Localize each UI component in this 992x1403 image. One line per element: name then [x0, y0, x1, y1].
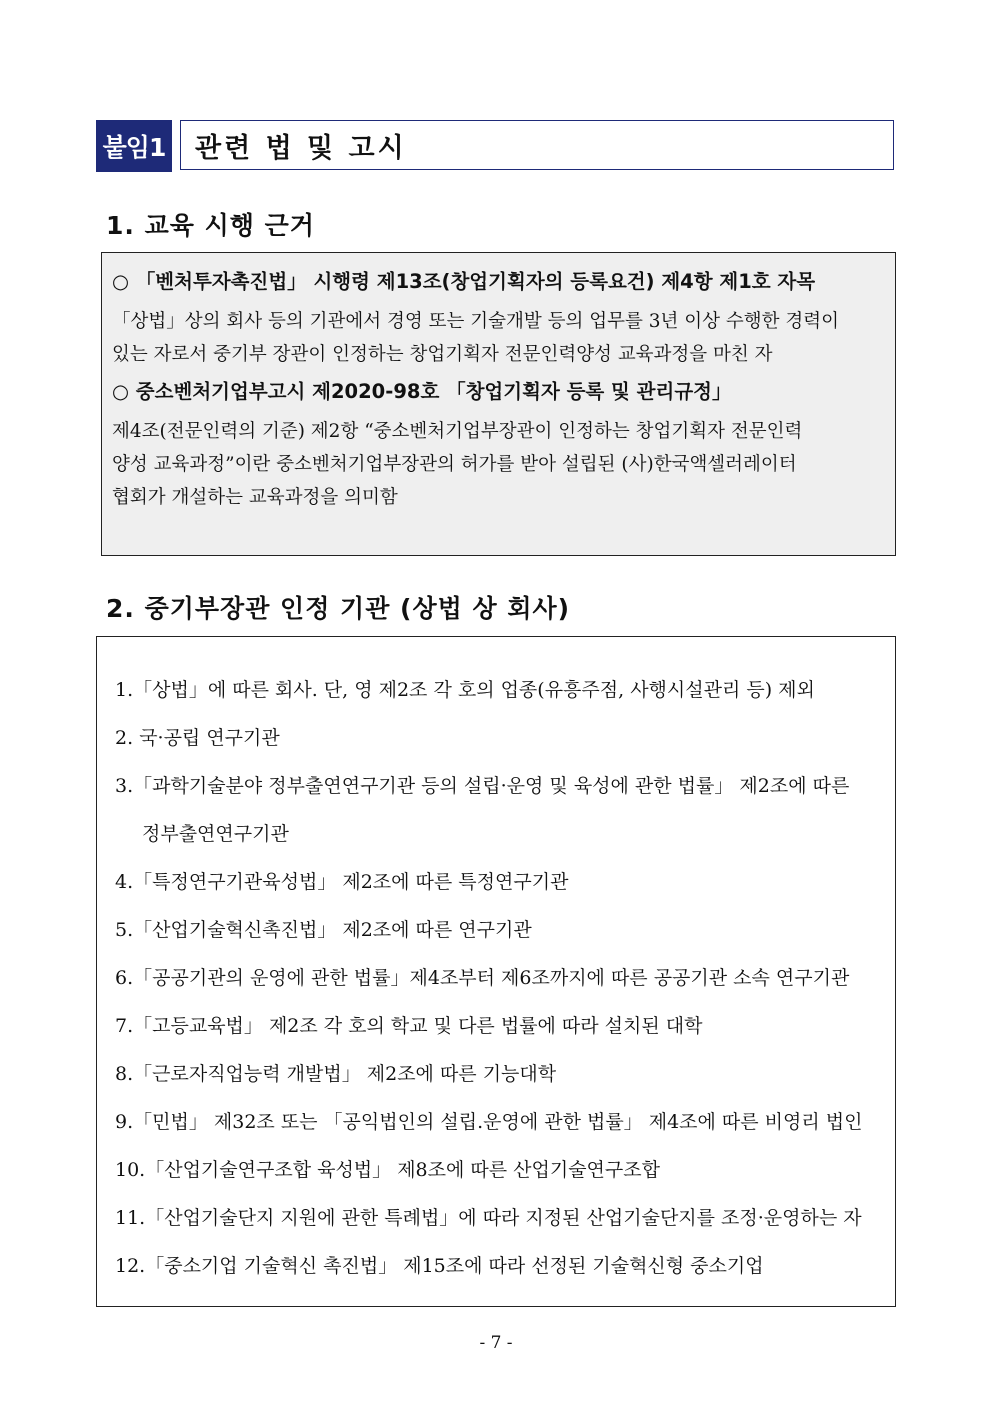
item-number: 7. — [115, 1015, 134, 1037]
list-item — [115, 954, 895, 1002]
recognized-institutions-box — [96, 636, 896, 1307]
item-text: 「중소기업 기술혁신 촉진법」 제15조에 따라 선정된 기술혁신형 중소기업 — [145, 1255, 764, 1277]
list-item — [115, 1098, 895, 1146]
basis-heading-2: ○ 중소벤처기업부고시 제2020-98호 「창업기획자 등록 및 관리규정」 — [112, 380, 732, 403]
item-number: 12. — [115, 1255, 146, 1277]
item-text: 「공공기관의 운영에 관한 법률」제4조부터 제6조까지에 따른 공공기관 소속 연구기관 — [133, 967, 850, 989]
item-text: 「상법」에 따른 회사. 단, 영 제2조 각 호의 업종(유흥주점, 사행시설관리 등) 제외 — [133, 679, 815, 701]
basis-line: 「상법」상의 회사 등의 기관에서 경영 또는 기술개발 등의 업무를 3년 이상 수행한 경력이 — [112, 311, 839, 332]
list-item — [115, 858, 895, 906]
list-item — [115, 1050, 895, 1098]
page-title: 관련 법 및 고시 — [180, 120, 894, 170]
basis-line: 있는 자로서 중기부 장관이 인정하는 창업기획자 전문인력양성 교육과정을 마친 자 — [112, 344, 773, 365]
item-text: 「근로자직업능력 개발법」 제2조에 따른 기능대학 — [133, 1063, 557, 1085]
item-text: 「산업기술혁신촉진법」 제2조에 따른 연구기관 — [133, 919, 532, 941]
item-text: 국·공립 연구기관 — [139, 727, 280, 749]
institution-list — [115, 666, 895, 1290]
item-number: 10. — [115, 1159, 146, 1181]
list-item — [115, 762, 895, 810]
item-number: 11. — [115, 1207, 146, 1229]
list-item — [115, 1194, 895, 1242]
item-number: 9. — [115, 1111, 134, 1133]
list-item — [115, 1146, 895, 1194]
item-text: 「산업기술단지 지원에 관한 특례법」에 따라 지정된 산업기술단지를 조정·운영하는 자 — [145, 1207, 862, 1229]
basis-line: 양성 교육과정”이란 중소벤처기업부장관의 허가를 받아 설립된 (사)한국액셀러레이터 — [112, 454, 797, 475]
page-number: - 7 - — [479, 1333, 513, 1353]
section2-title: 2. 중기부장관 인정 기관 (상법 상 회사) — [106, 594, 571, 623]
list-item — [115, 906, 895, 954]
item-number: 3. — [115, 775, 134, 797]
item-text: 「산업기술연구조합 육성법」 제8조에 따른 산업기술연구조합 — [145, 1159, 660, 1181]
legal-basis-box — [101, 252, 896, 556]
attachment-badge: 붙임1 — [96, 120, 172, 172]
item-text: 「특정연구기관육성법」 제2조에 따른 특정연구기관 — [133, 871, 569, 893]
item-text: 「고등교육법」 제2조 각 호의 학교 및 다른 법률에 따라 설치된 대학 — [133, 1015, 703, 1037]
list-item — [115, 1002, 895, 1050]
page-header — [96, 120, 896, 172]
item-number: 5. — [115, 919, 134, 941]
item-number: 6. — [115, 967, 134, 989]
basis-text-2 — [112, 415, 885, 514]
list-item — [115, 714, 895, 762]
item-text: 「민법」 제32조 또는 「공익법인의 설립.운영에 관한 법률」 제4조에 따른 비영리 법인 — [133, 1111, 863, 1133]
item-number: 8. — [115, 1063, 134, 1085]
basis-line: 제4조(전문인력의 기준) 제2항 “중소벤처기업부장관이 인정하는 창업기획자 전문인력 — [112, 421, 803, 442]
item-number: 4. — [115, 871, 134, 893]
list-item — [115, 1242, 895, 1290]
basis-line: 협회가 개설하는 교육과정을 의미함 — [112, 487, 398, 508]
list-item-continuation: 정부출연연구기관 — [142, 823, 289, 845]
section1-title: 1. 교육 시행 근거 — [106, 211, 315, 240]
item-number: 1. — [115, 679, 134, 701]
list-item — [115, 666, 895, 714]
item-number: 2. — [115, 727, 134, 749]
item-text: 「과학기술분야 정부출연연구기관 등의 설립·운영 및 육성에 관한 법률」 제2조에 따른 — [133, 775, 850, 797]
basis-text-1 — [112, 305, 885, 371]
basis-heading-1: ○ 「벤처투자촉진법」 시행령 제13조(창업기획자의 등록요건) 제4항 제1호 자목 — [112, 270, 816, 293]
